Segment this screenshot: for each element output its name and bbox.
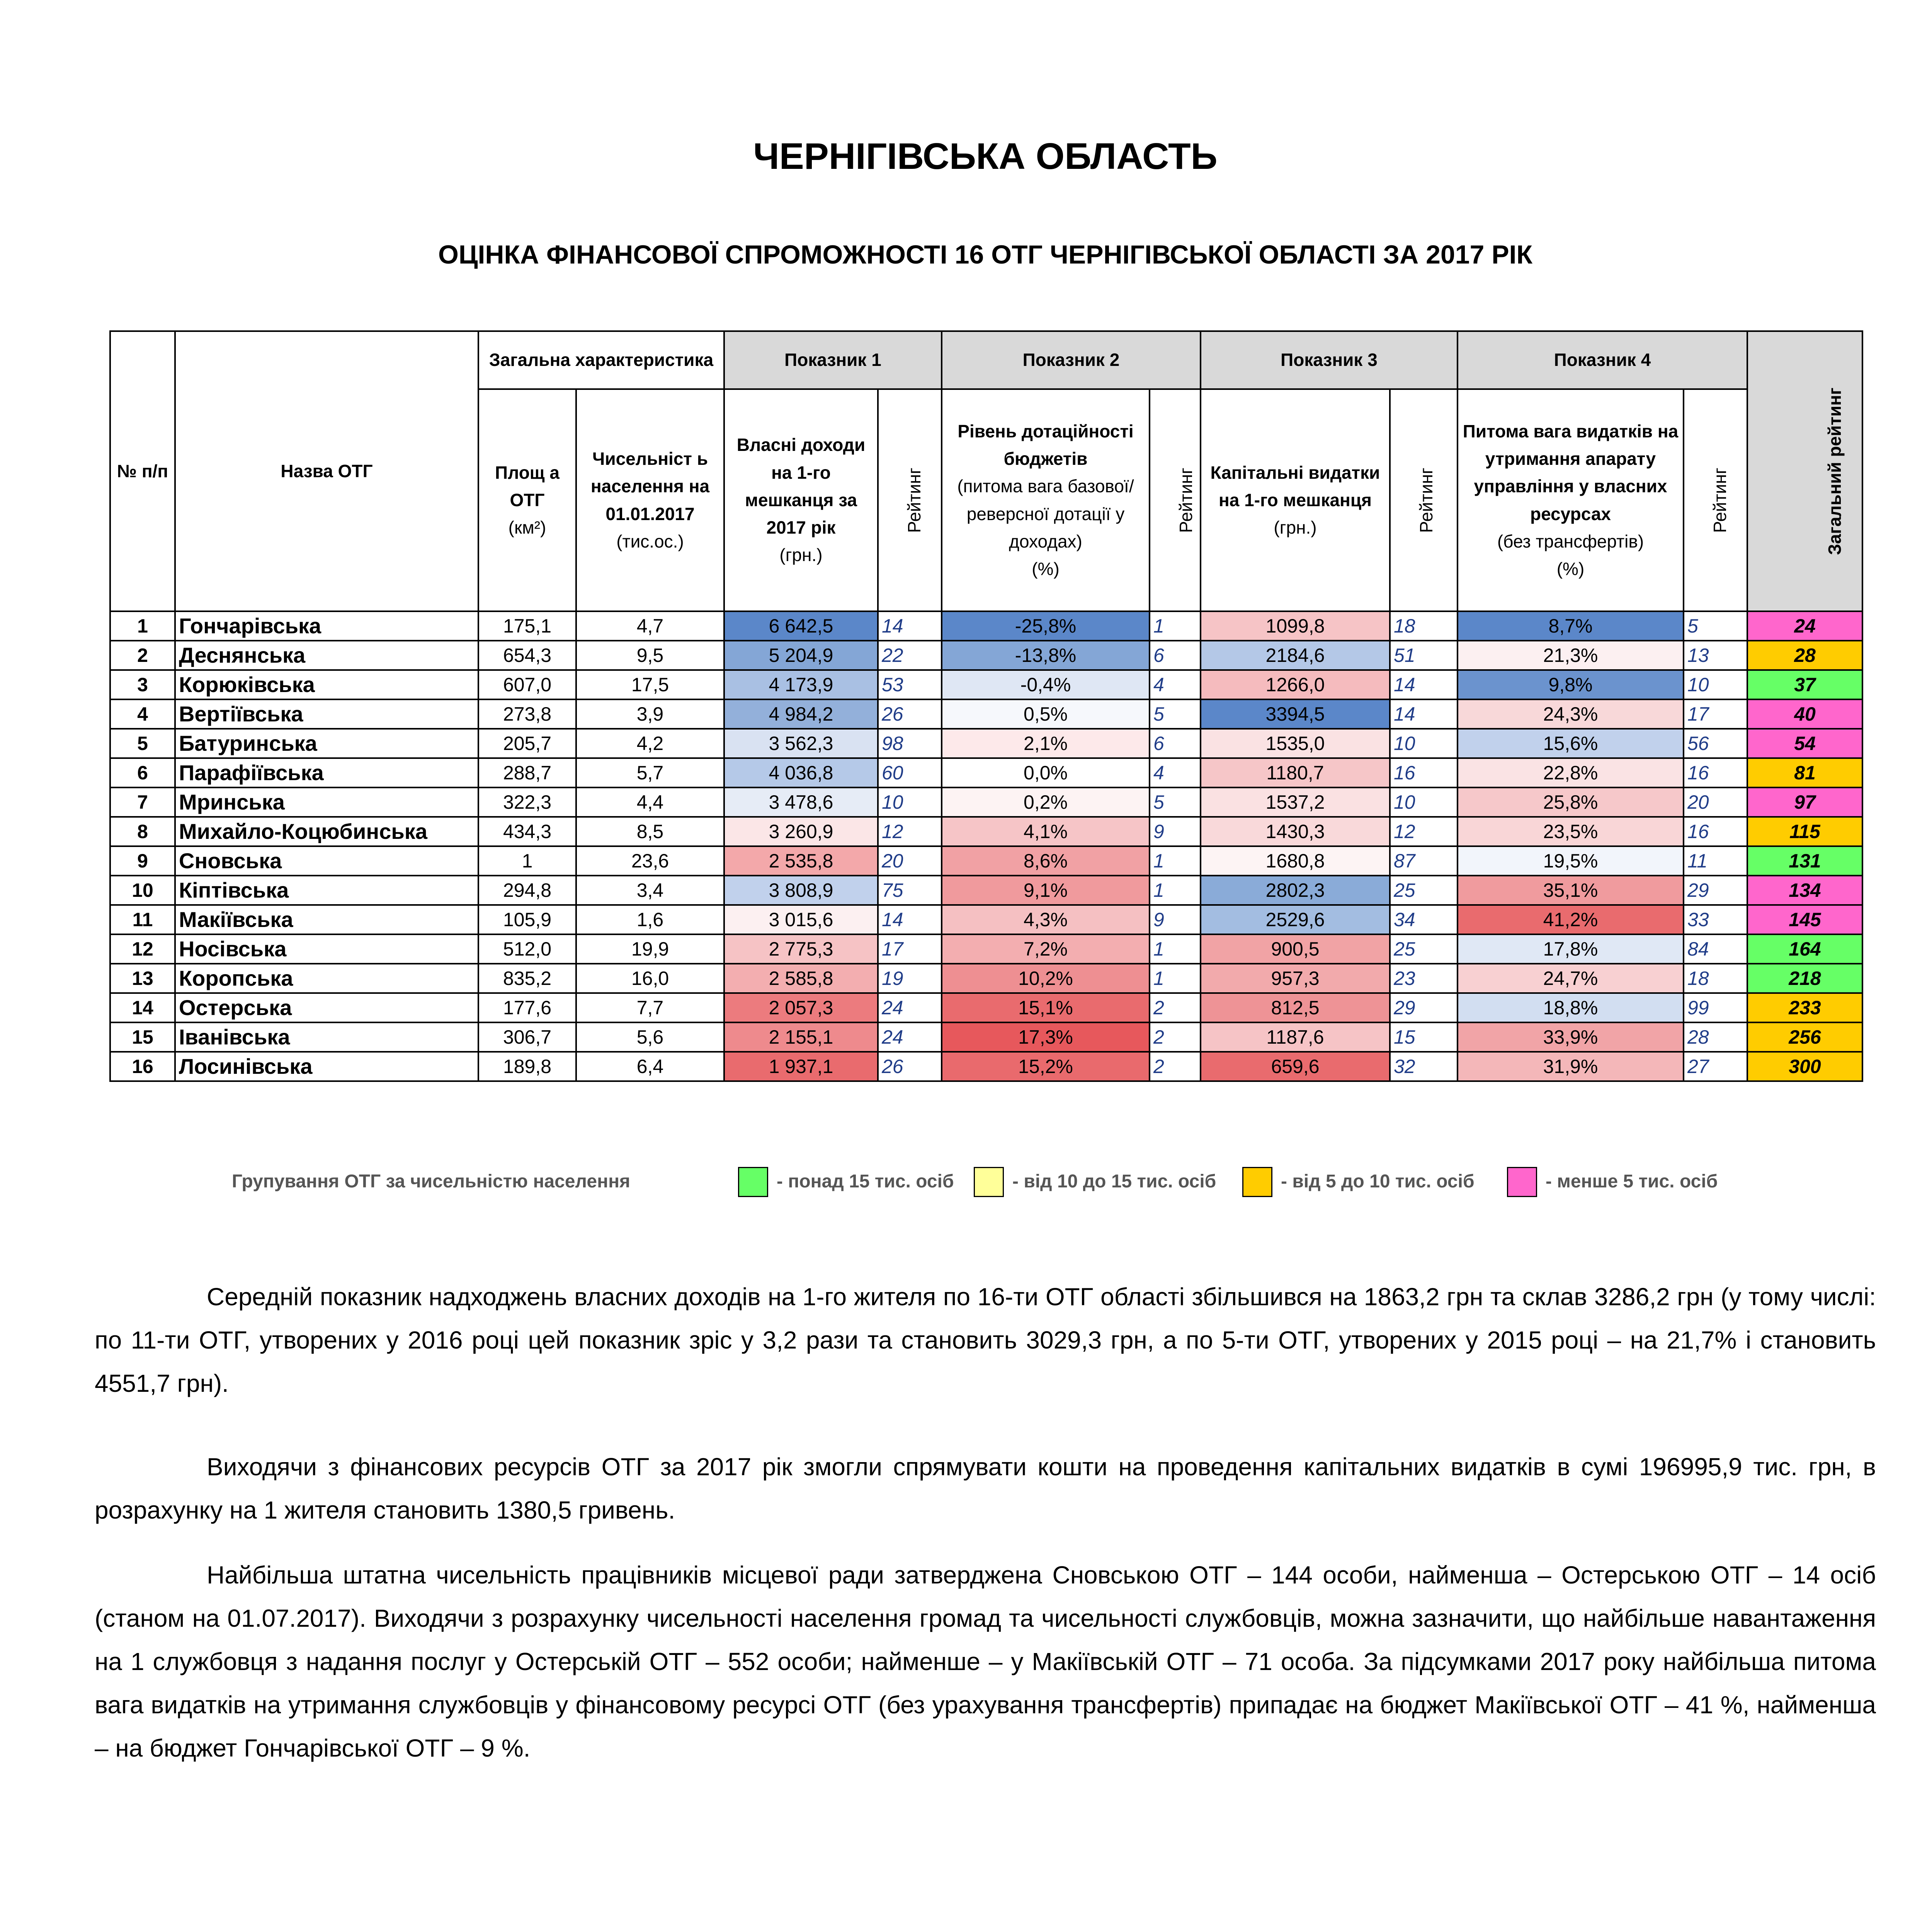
income-cell: 2 057,3: [724, 993, 878, 1022]
header-admin-share: Питома вага видатків на утримання апарату управління у власних ресурсах (без трансфертів) (%): [1458, 389, 1684, 611]
dotation-cell: -25,8%: [942, 611, 1150, 641]
legend-item-under-5k: - менше 5 тис. осіб: [1546, 1171, 1718, 1192]
rating-4-cell: 20: [1684, 787, 1747, 817]
dotation-cell: 10,2%: [942, 964, 1150, 993]
admin-share-cell: 9,8%: [1458, 670, 1684, 699]
rating-1-cell: 17: [878, 934, 942, 964]
income-cell: 1 937,1: [724, 1052, 878, 1081]
rating-1-cell: 26: [878, 1052, 942, 1081]
rating-3-cell: 12: [1390, 817, 1458, 846]
rating-3-cell: 29: [1390, 993, 1458, 1022]
dotation-cell: 15,1%: [942, 993, 1150, 1022]
rating-1-cell: 98: [878, 729, 942, 758]
capital-cell: 2529,6: [1201, 905, 1390, 934]
capital-cell: 812,5: [1201, 993, 1390, 1022]
dotation-cell: 17,3%: [942, 1022, 1150, 1052]
total-rating-cell: 256: [1747, 1022, 1862, 1052]
row-number: 1: [110, 611, 175, 641]
otg-name: Корюківська: [175, 670, 478, 699]
table-row: [110, 817, 1862, 846]
rating-4-cell: 28: [1684, 1022, 1747, 1052]
capital-cell: 1680,8: [1201, 846, 1390, 876]
rating-1-cell: 12: [878, 817, 942, 846]
income-cell: 5 204,9: [724, 641, 878, 670]
admin-share-cell: 22,8%: [1458, 758, 1684, 787]
row-number: 15: [110, 1022, 175, 1052]
rating-4-cell: 17: [1684, 699, 1747, 729]
income-cell: 3 562,3: [724, 729, 878, 758]
rating-1-cell: 75: [878, 876, 942, 905]
capital-cell: 1180,7: [1201, 758, 1390, 787]
row-number: 13: [110, 964, 175, 993]
dotation-cell: 9,1%: [942, 876, 1150, 905]
capital-cell: 900,5: [1201, 934, 1390, 964]
table-row: [110, 964, 1862, 993]
admin-share-cell: 18,8%: [1458, 993, 1684, 1022]
income-cell: 4 173,9: [724, 670, 878, 699]
header-general: Загальна характеристика: [478, 331, 724, 389]
rating-3-cell: 14: [1390, 670, 1458, 699]
row-number: 12: [110, 934, 175, 964]
admin-share-cell: 24,3%: [1458, 699, 1684, 729]
table-row: [110, 611, 1862, 641]
rating-4-cell: 27: [1684, 1052, 1747, 1081]
capital-cell: 2184,6: [1201, 641, 1390, 670]
area-cell: 654,3: [478, 641, 576, 670]
rating-3-cell: 10: [1390, 787, 1458, 817]
row-number: 14: [110, 993, 175, 1022]
rating-3-cell: 10: [1390, 729, 1458, 758]
population-cell: 4,7: [576, 611, 724, 641]
row-number: 11: [110, 905, 175, 934]
rating-3-cell: 16: [1390, 758, 1458, 787]
rating-1-cell: 26: [878, 699, 942, 729]
otg-name: Гончарівська: [175, 611, 478, 641]
population-cell: 4,4: [576, 787, 724, 817]
population-cell: 23,6: [576, 846, 724, 876]
rating-2-cell: 6: [1150, 729, 1201, 758]
rating-2-cell: 6: [1150, 641, 1201, 670]
rating-1-cell: 19: [878, 964, 942, 993]
population-cell: 16,0: [576, 964, 724, 993]
row-number: 2: [110, 641, 175, 670]
header-indicator-1: Показник 1: [724, 331, 942, 389]
table-row: [110, 641, 1862, 670]
area-cell: 177,6: [478, 993, 576, 1022]
rating-2-cell: 2: [1150, 1022, 1201, 1052]
rating-1-cell: 10: [878, 787, 942, 817]
rating-3-cell: 18: [1390, 611, 1458, 641]
area-cell: 205,7: [478, 729, 576, 758]
population-cell: 3,9: [576, 699, 724, 729]
table-row: [110, 934, 1862, 964]
rating-1-cell: 22: [878, 641, 942, 670]
header-indicator-3: Показник 3: [1201, 331, 1458, 389]
rating-2-cell: 5: [1150, 699, 1201, 729]
area-cell: 294,8: [478, 876, 576, 905]
rating-1-cell: 24: [878, 1022, 942, 1052]
income-cell: 2 775,3: [724, 934, 878, 964]
otg-name: Мринська: [175, 787, 478, 817]
total-rating-cell: 164: [1747, 934, 1862, 964]
population-cell: 3,4: [576, 876, 724, 905]
row-number: 3: [110, 670, 175, 699]
legend-swatch-pink: [1507, 1167, 1537, 1197]
rating-3-cell: 87: [1390, 846, 1458, 876]
dotation-cell: 4,3%: [942, 905, 1150, 934]
capital-cell: 659,6: [1201, 1052, 1390, 1081]
header-total-rating: Загальний рейтинг: [1747, 331, 1862, 611]
legend-label: Групування ОТГ за чисельністю населення: [232, 1171, 631, 1192]
income-cell: 3 015,6: [724, 905, 878, 934]
otg-name: Батуринська: [175, 729, 478, 758]
rating-2-cell: 2: [1150, 993, 1201, 1022]
table-row: [110, 670, 1862, 699]
otg-name: Іванівська: [175, 1022, 478, 1052]
total-rating-cell: 24: [1747, 611, 1862, 641]
rating-3-cell: 14: [1390, 699, 1458, 729]
header-capital: Капітальні видатки на 1-го мешканця (грн.): [1201, 389, 1390, 611]
legend-swatch-green: [738, 1167, 768, 1197]
rating-3-cell: 25: [1390, 876, 1458, 905]
rating-3-cell: 51: [1390, 641, 1458, 670]
admin-share-cell: 33,9%: [1458, 1022, 1684, 1052]
total-rating-cell: 233: [1747, 993, 1862, 1022]
row-number: 9: [110, 846, 175, 876]
otg-name: Остерська: [175, 993, 478, 1022]
row-number: 10: [110, 876, 175, 905]
area-cell: 607,0: [478, 670, 576, 699]
header-area: Площ а ОТГ (км²): [478, 389, 576, 611]
otg-name: Михайло-Коцюбинська: [175, 817, 478, 846]
row-number: 8: [110, 817, 175, 846]
rating-1-cell: 53: [878, 670, 942, 699]
dotation-cell: 7,2%: [942, 934, 1150, 964]
admin-share-cell: 23,5%: [1458, 817, 1684, 846]
paragraph-staff: Найбільша штатна чисельність працівників місцевої ради затверджена Сновською ОТГ – 144 особи, найменша – Остерською ОТГ – 14 осіб (станом на 01.07.2017). Виходячи з розрахунку чисельності населення громад та чисельності службовців, можна зазначити, що найбільше навантаження на 1 службовця з надання послуг у Остерській ОТГ – 552 особи; найменше – у Макіївській ОТГ – 71 особа. За підсумками 2017 року найбільша питома вага видатків на утримання службовців у фінансовому ресурсі ОТГ (без урахування трансфертів) припадає на бюджет Макіївської ОТГ – 41 %, найменша – на бюджет Гончарівської ОТГ – 9 %.: [95, 1561, 1876, 1762]
rating-2-cell: 1: [1150, 876, 1201, 905]
dotation-cell: 2,1%: [942, 729, 1150, 758]
rating-4-cell: 13: [1684, 641, 1747, 670]
rating-1-cell: 24: [878, 993, 942, 1022]
table-row: [110, 787, 1862, 817]
capital-cell: 2802,3: [1201, 876, 1390, 905]
rating-3-cell: 32: [1390, 1052, 1458, 1081]
otg-name: Кіптівська: [175, 876, 478, 905]
otg-name: Носівська: [175, 934, 478, 964]
total-rating-cell: 300: [1747, 1052, 1862, 1081]
total-rating-cell: 37: [1747, 670, 1862, 699]
rating-2-cell: 1: [1150, 964, 1201, 993]
rating-2-cell: 9: [1150, 905, 1201, 934]
income-cell: 2 585,8: [724, 964, 878, 993]
income-cell: 3 808,9: [724, 876, 878, 905]
area-cell: 189,8: [478, 1052, 576, 1081]
rating-4-cell: 16: [1684, 758, 1747, 787]
area-cell: 1: [478, 846, 576, 876]
row-number: 6: [110, 758, 175, 787]
otg-name: Парафіївська: [175, 758, 478, 787]
total-rating-cell: 97: [1747, 787, 1862, 817]
rating-4-cell: 99: [1684, 993, 1747, 1022]
population-cell: 8,5: [576, 817, 724, 846]
rating-4-cell: 18: [1684, 964, 1747, 993]
total-rating-cell: 28: [1747, 641, 1862, 670]
legend-swatch-orange: [1242, 1167, 1272, 1197]
otg-name: Лосинівська: [175, 1052, 478, 1081]
admin-share-cell: 15,6%: [1458, 729, 1684, 758]
rating-1-cell: 14: [878, 611, 942, 641]
dotation-cell: -0,4%: [942, 670, 1150, 699]
total-rating-cell: 54: [1747, 729, 1862, 758]
capital-cell: 3394,5: [1201, 699, 1390, 729]
table-row: [110, 905, 1862, 934]
table-row: [110, 758, 1862, 787]
header-indicator-4: Показник 4: [1458, 331, 1747, 389]
rating-2-cell: 4: [1150, 758, 1201, 787]
rating-4-cell: 16: [1684, 817, 1747, 846]
capital-cell: 1187,6: [1201, 1022, 1390, 1052]
rating-2-cell: 2: [1150, 1052, 1201, 1081]
paragraph-income: Середній показник надходжень власних доходів на 1-го жителя по 16-ти ОТГ області збільшився на 1863,2 грн та склав 3286,2 грн (у тому числі: по 11-ти ОТГ, утворених у 2016 році цей показник зріс у 3,2 рази та становить 3029,3 грн, а по 5-ти ОТГ, утворених у 2015 році – на 21,7% і становить 4551,7 грн).: [95, 1283, 1876, 1397]
admin-share-cell: 8,7%: [1458, 611, 1684, 641]
admin-share-cell: 31,9%: [1458, 1052, 1684, 1081]
rating-4-cell: 11: [1684, 846, 1747, 876]
row-number: 4: [110, 699, 175, 729]
area-cell: 322,3: [478, 787, 576, 817]
dotation-cell: -13,8%: [942, 641, 1150, 670]
total-rating-cell: 145: [1747, 905, 1862, 934]
population-cell: 7,7: [576, 993, 724, 1022]
legend-item-10-15k: - від 10 до 15 тис. осіб: [1012, 1171, 1216, 1192]
rating-2-cell: 1: [1150, 611, 1201, 641]
area-cell: 288,7: [478, 758, 576, 787]
rating-4-cell: 29: [1684, 876, 1747, 905]
otg-name: Сновська: [175, 846, 478, 876]
admin-share-cell: 17,8%: [1458, 934, 1684, 964]
capital-cell: 1099,8: [1201, 611, 1390, 641]
header-name: Назва ОТГ: [175, 331, 478, 611]
dotation-cell: 4,1%: [942, 817, 1150, 846]
rating-2-cell: 5: [1150, 787, 1201, 817]
income-cell: 2 535,8: [724, 846, 878, 876]
rating-4-cell: 56: [1684, 729, 1747, 758]
rating-4-cell: 10: [1684, 670, 1747, 699]
total-rating-cell: 81: [1747, 758, 1862, 787]
area-cell: 434,3: [478, 817, 576, 846]
table-row: [110, 699, 1862, 729]
header-rating-3: Рейтинг: [1390, 389, 1458, 611]
population-cell: 5,7: [576, 758, 724, 787]
admin-share-cell: 24,7%: [1458, 964, 1684, 993]
total-rating-cell: 218: [1747, 964, 1862, 993]
income-cell: 2 155,1: [724, 1022, 878, 1052]
population-cell: 5,6: [576, 1022, 724, 1052]
row-number: 7: [110, 787, 175, 817]
area-cell: 105,9: [478, 905, 576, 934]
rating-1-cell: 14: [878, 905, 942, 934]
population-cell: 4,2: [576, 729, 724, 758]
rating-3-cell: 23: [1390, 964, 1458, 993]
legend-item-5-10k: - від 5 до 10 тис. осіб: [1281, 1171, 1475, 1192]
rating-4-cell: 5: [1684, 611, 1747, 641]
otg-name: Деснянська: [175, 641, 478, 670]
header-population: Чисельніст ь населення на 01.01.2017 (тис.ос.): [576, 389, 724, 611]
income-cell: 6 642,5: [724, 611, 878, 641]
income-cell: 4 984,2: [724, 699, 878, 729]
header-dotation: Рівень дотаційності бюджетів (питома вага базової/ реверсної дотації у доходах) (%): [942, 389, 1150, 611]
legend-swatch-yellow: [974, 1167, 1004, 1197]
rating-4-cell: 33: [1684, 905, 1747, 934]
admin-share-cell: 19,5%: [1458, 846, 1684, 876]
rating-2-cell: 4: [1150, 670, 1201, 699]
legend-item-over-15k: - понад 15 тис. осіб: [777, 1171, 954, 1192]
rating-2-cell: 1: [1150, 934, 1201, 964]
rating-3-cell: 25: [1390, 934, 1458, 964]
income-cell: 3 478,6: [724, 787, 878, 817]
capital-cell: 1535,0: [1201, 729, 1390, 758]
assessment-table: [109, 330, 1863, 1082]
admin-share-cell: 21,3%: [1458, 641, 1684, 670]
population-cell: 1,6: [576, 905, 724, 934]
header-rating-1: Рейтинг: [878, 389, 942, 611]
rating-4-cell: 84: [1684, 934, 1747, 964]
population-cell: 6,4: [576, 1052, 724, 1081]
paragraph-capital: Виходячи з фінансових ресурсів ОТГ за 2017 рік змогли спрямувати кошти на проведення капітальних видатків в сумі 196995,9 тис. грн, в розрахунку на 1 жителя становить 1380,5 гривень.: [95, 1453, 1876, 1524]
table-body: [110, 611, 1862, 1081]
capital-cell: 1266,0: [1201, 670, 1390, 699]
rating-1-cell: 20: [878, 846, 942, 876]
rating-2-cell: 1: [1150, 846, 1201, 876]
page-subtitle: ОЦІНКА ФІНАНСОВОЇ СПРОМОЖНОСТІ 16 ОТГ ЧЕРНІГІВСЬКОЇ ОБЛАСТІ ЗА 2017 РІК: [438, 240, 1533, 269]
total-rating-cell: 40: [1747, 699, 1862, 729]
table-row: [110, 729, 1862, 758]
income-cell: 4 036,8: [724, 758, 878, 787]
total-rating-cell: 134: [1747, 876, 1862, 905]
otg-name: Коропська: [175, 964, 478, 993]
header-income: Власні доходи на 1-го мешканця за 2017 рік (грн.): [724, 389, 878, 611]
total-rating-cell: 115: [1747, 817, 1862, 846]
admin-share-cell: 35,1%: [1458, 876, 1684, 905]
admin-share-cell: 25,8%: [1458, 787, 1684, 817]
table-row: [110, 846, 1862, 876]
rating-3-cell: 15: [1390, 1022, 1458, 1052]
rating-1-cell: 60: [878, 758, 942, 787]
dotation-cell: 0,0%: [942, 758, 1150, 787]
area-cell: 306,7: [478, 1022, 576, 1052]
population-cell: 19,9: [576, 934, 724, 964]
dotation-cell: 8,6%: [942, 846, 1150, 876]
area-cell: 273,8: [478, 699, 576, 729]
table-row: [110, 876, 1862, 905]
area-cell: 175,1: [478, 611, 576, 641]
table-row: [110, 993, 1862, 1022]
table-row: [110, 1022, 1862, 1052]
capital-cell: 1430,3: [1201, 817, 1390, 846]
otg-name: Макіївська: [175, 905, 478, 934]
header-num: № п/п: [110, 331, 175, 611]
page-title: ЧЕРНІГІВСЬКА ОБЛАСТЬ: [753, 136, 1218, 177]
row-number: 5: [110, 729, 175, 758]
income-cell: 3 260,9: [724, 817, 878, 846]
dotation-cell: 0,5%: [942, 699, 1150, 729]
row-number: 16: [110, 1052, 175, 1081]
population-cell: 17,5: [576, 670, 724, 699]
header-rating-4: Рейтинг: [1684, 389, 1747, 611]
dotation-cell: 15,2%: [942, 1052, 1150, 1081]
area-cell: 835,2: [478, 964, 576, 993]
admin-share-cell: 41,2%: [1458, 905, 1684, 934]
rating-2-cell: 9: [1150, 817, 1201, 846]
capital-cell: 957,3: [1201, 964, 1390, 993]
total-rating-cell: 131: [1747, 846, 1862, 876]
area-cell: 512,0: [478, 934, 576, 964]
table-row: [110, 1052, 1862, 1081]
rating-3-cell: 34: [1390, 905, 1458, 934]
legend: [232, 1163, 1777, 1198]
population-cell: 9,5: [576, 641, 724, 670]
dotation-cell: 0,2%: [942, 787, 1150, 817]
header-indicator-2: Показник 2: [942, 331, 1201, 389]
header-rating-2: Рейтинг: [1150, 389, 1201, 611]
otg-name: Вертіївська: [175, 699, 478, 729]
capital-cell: 1537,2: [1201, 787, 1390, 817]
